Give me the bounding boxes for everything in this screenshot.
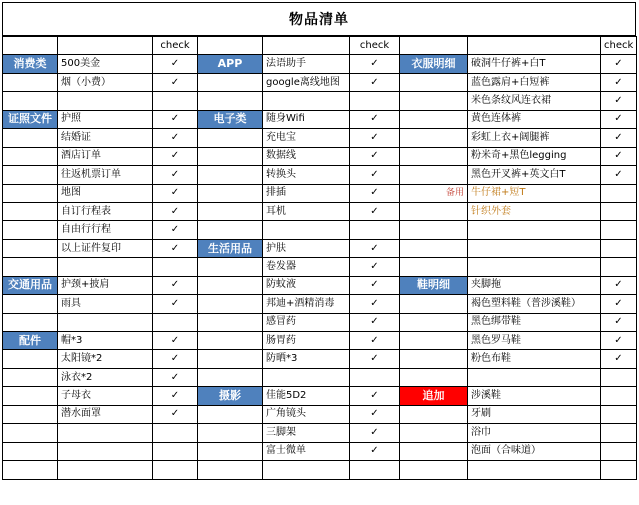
empty-cell xyxy=(468,221,601,239)
empty-cell xyxy=(468,258,601,276)
empty-cell xyxy=(468,37,601,55)
empty-cell xyxy=(198,258,263,276)
empty-cell xyxy=(3,129,58,147)
empty-cell xyxy=(400,258,468,276)
checklist-body xyxy=(3,37,637,480)
item-name: 子母衣 xyxy=(58,387,153,405)
empty-cell xyxy=(198,461,263,479)
table-row xyxy=(3,405,637,423)
item-name: 护照 xyxy=(58,110,153,128)
item-name: 浴巾 xyxy=(468,424,601,442)
empty-cell xyxy=(3,147,58,165)
check-cell[interactable] xyxy=(153,313,198,331)
check-mark-icon[interactable]: ✓ xyxy=(153,73,198,91)
item-name: 防蚊液 xyxy=(263,276,350,294)
empty-cell xyxy=(3,295,58,313)
check-mark-icon[interactable]: ✓ xyxy=(350,110,400,128)
item-name: 粉米奇+黑色legging xyxy=(468,147,601,165)
item-name: 泡面（合味道） xyxy=(468,442,601,460)
empty-cell xyxy=(3,92,58,110)
item-name: 排插 xyxy=(263,184,350,202)
item-name: 地图 xyxy=(58,184,153,202)
empty-cell xyxy=(3,166,58,184)
empty-cell xyxy=(400,461,468,479)
check-mark-icon[interactable]: ✓ xyxy=(153,166,198,184)
item-name: 黄色连体裤 xyxy=(468,110,601,128)
empty-cell xyxy=(58,461,153,479)
item-name: 转换头 xyxy=(263,166,350,184)
item-name: 蓝色露肩+白短裤 xyxy=(468,73,601,91)
empty-cell xyxy=(198,147,263,165)
check-mark-icon[interactable]: ✓ xyxy=(153,184,198,202)
item-name: 随身Wifi xyxy=(263,110,350,128)
item-name: 邦迪+酒精消毒 xyxy=(263,295,350,313)
page-title: 物品清单 xyxy=(289,12,349,28)
title-row xyxy=(2,2,636,36)
category-label: 生活用品 xyxy=(198,239,263,257)
empty-cell xyxy=(3,202,58,220)
table-row xyxy=(3,258,637,276)
check-cell[interactable] xyxy=(601,202,637,220)
check-mark-icon[interactable]: ✓ xyxy=(601,350,637,368)
check-column-header: check xyxy=(153,37,198,55)
empty-cell xyxy=(3,350,58,368)
item-name: 自订行程表 xyxy=(58,202,153,220)
check-mark-icon[interactable]: ✓ xyxy=(153,387,198,405)
check-cell[interactable] xyxy=(350,368,400,386)
table-row xyxy=(3,276,637,294)
table-row xyxy=(3,92,637,110)
item-name: 针织外套 xyxy=(468,202,601,220)
check-mark-icon[interactable]: ✓ xyxy=(601,55,637,73)
check-mark-icon[interactable]: ✓ xyxy=(350,258,400,276)
check-mark-icon[interactable]: ✓ xyxy=(601,313,637,331)
check-mark-icon[interactable]: ✓ xyxy=(350,276,400,294)
table-row xyxy=(3,442,637,460)
table-row xyxy=(3,387,637,405)
check-mark-icon[interactable]: ✓ xyxy=(601,73,637,91)
empty-cell xyxy=(198,37,263,55)
check-mark-icon[interactable]: ✓ xyxy=(350,129,400,147)
item-name: 牙刷 xyxy=(468,405,601,423)
check-cell[interactable] xyxy=(601,368,637,386)
check-mark-icon[interactable]: ✓ xyxy=(153,276,198,294)
check-cell[interactable] xyxy=(601,424,637,442)
empty-cell xyxy=(198,184,263,202)
check-mark-icon[interactable]: ✓ xyxy=(153,129,198,147)
item-name: 酒店订单 xyxy=(58,147,153,165)
category-label: 备用 xyxy=(400,184,468,202)
table-row xyxy=(3,166,637,184)
item-name: 结婚证 xyxy=(58,129,153,147)
empty-cell xyxy=(198,313,263,331)
table-row xyxy=(3,55,637,73)
check-mark-icon[interactable]: ✓ xyxy=(350,239,400,257)
item-name: 耳机 xyxy=(263,202,350,220)
category-label: 证照文件 xyxy=(3,110,58,128)
category-label: 摄影 xyxy=(198,387,263,405)
check-mark-icon[interactable]: ✓ xyxy=(153,350,198,368)
item-name: 雨具 xyxy=(58,295,153,313)
check-cell[interactable] xyxy=(350,92,400,110)
empty-cell xyxy=(400,313,468,331)
item-name: 500美金 xyxy=(58,55,153,73)
item-name: 粉色布鞋 xyxy=(468,350,601,368)
empty-cell xyxy=(3,424,58,442)
empty-cell xyxy=(400,295,468,313)
empty-cell xyxy=(3,221,58,239)
item-name: 以上证件复印 xyxy=(58,239,153,257)
item-name: 帽*3 xyxy=(58,332,153,350)
empty-cell xyxy=(3,37,58,55)
item-name: 潜水面罩 xyxy=(58,405,153,423)
category-label: APP xyxy=(198,55,263,73)
empty-cell xyxy=(198,92,263,110)
empty-cell xyxy=(263,221,350,239)
item-name: 黑色绑带鞋 xyxy=(468,313,601,331)
empty-cell xyxy=(400,442,468,460)
empty-cell xyxy=(400,332,468,350)
item-name: google离线地图 xyxy=(263,73,350,91)
table-row xyxy=(3,147,637,165)
check-mark-icon[interactable]: ✓ xyxy=(350,147,400,165)
check-mark-icon[interactable]: ✓ xyxy=(601,147,637,165)
check-cell[interactable] xyxy=(601,221,637,239)
table-row xyxy=(3,202,637,220)
item-name: 涉溪鞋 xyxy=(468,387,601,405)
check-mark-icon[interactable]: ✓ xyxy=(153,368,198,386)
empty-cell xyxy=(58,424,153,442)
empty-cell xyxy=(3,405,58,423)
check-cell[interactable] xyxy=(153,92,198,110)
item-name: 牛仔裙+短T xyxy=(468,184,601,202)
item-name: 感冒药 xyxy=(263,313,350,331)
check-cell[interactable] xyxy=(350,461,400,479)
table-row xyxy=(3,37,637,55)
check-mark-icon[interactable]: ✓ xyxy=(153,332,198,350)
check-mark-icon[interactable]: ✓ xyxy=(350,202,400,220)
empty-cell xyxy=(58,313,153,331)
table-row xyxy=(3,424,637,442)
empty-cell xyxy=(3,313,58,331)
check-mark-icon[interactable]: ✓ xyxy=(350,424,400,442)
item-name: 米色条纹风连衣裙 xyxy=(468,92,601,110)
table-row xyxy=(3,461,637,479)
empty-cell xyxy=(58,92,153,110)
check-mark-icon[interactable]: ✓ xyxy=(153,239,198,257)
item-name: 黑色罗马鞋 xyxy=(468,332,601,350)
check-mark-icon[interactable]: ✓ xyxy=(350,442,400,460)
empty-cell xyxy=(198,202,263,220)
check-mark-icon[interactable]: ✓ xyxy=(350,166,400,184)
empty-cell xyxy=(400,221,468,239)
item-name: 护颈+披肩 xyxy=(58,276,153,294)
check-mark-icon[interactable]: ✓ xyxy=(153,221,198,239)
empty-cell xyxy=(400,37,468,55)
item-name: 数据线 xyxy=(263,147,350,165)
check-mark-icon[interactable]: ✓ xyxy=(350,332,400,350)
check-cell[interactable] xyxy=(350,221,400,239)
check-cell[interactable] xyxy=(601,461,637,479)
empty-cell xyxy=(198,405,263,423)
empty-cell xyxy=(198,166,263,184)
empty-cell xyxy=(198,129,263,147)
category-label: 衣服明细 xyxy=(400,55,468,73)
empty-cell xyxy=(400,239,468,257)
table-row xyxy=(3,73,637,91)
table-row xyxy=(3,221,637,239)
check-cell[interactable] xyxy=(153,461,198,479)
empty-cell xyxy=(3,461,58,479)
empty-cell xyxy=(58,258,153,276)
empty-cell xyxy=(198,350,263,368)
check-mark-icon[interactable]: ✓ xyxy=(350,350,400,368)
check-mark-icon[interactable]: ✓ xyxy=(601,129,637,147)
item-name: 太阳镜*2 xyxy=(58,350,153,368)
check-column-header: check xyxy=(601,37,637,55)
checklist-table xyxy=(2,36,637,480)
empty-cell xyxy=(400,129,468,147)
empty-cell xyxy=(263,37,350,55)
empty-cell xyxy=(400,92,468,110)
table-row xyxy=(3,313,637,331)
check-mark-icon[interactable]: ✓ xyxy=(350,184,400,202)
check-mark-icon[interactable]: ✓ xyxy=(601,332,637,350)
item-name: 护肤 xyxy=(263,239,350,257)
check-mark-icon[interactable]: ✓ xyxy=(153,147,198,165)
item-name: 褐色塑料鞋（普涉溪鞋） xyxy=(468,295,601,313)
check-mark-icon[interactable]: ✓ xyxy=(601,92,637,110)
empty-cell xyxy=(400,424,468,442)
table-row xyxy=(3,110,637,128)
check-cell[interactable] xyxy=(153,442,198,460)
item-name: 往返机票订单 xyxy=(58,166,153,184)
check-mark-icon[interactable]: ✓ xyxy=(601,166,637,184)
empty-cell xyxy=(263,461,350,479)
check-mark-icon[interactable]: ✓ xyxy=(601,295,637,313)
empty-cell xyxy=(400,202,468,220)
category-label: 追加 xyxy=(400,387,468,405)
table-row xyxy=(3,129,637,147)
check-mark-icon[interactable]: ✓ xyxy=(601,276,637,294)
empty-cell xyxy=(3,73,58,91)
empty-cell xyxy=(198,295,263,313)
empty-cell xyxy=(3,368,58,386)
empty-cell xyxy=(400,350,468,368)
item-name: 自由行行程 xyxy=(58,221,153,239)
category-label: 配件 xyxy=(3,332,58,350)
empty-cell xyxy=(3,258,58,276)
check-cell[interactable] xyxy=(601,387,637,405)
table-row xyxy=(3,368,637,386)
empty-cell xyxy=(468,461,601,479)
item-name: 卷发器 xyxy=(263,258,350,276)
item-name: 黑色开叉裤+英文白T xyxy=(468,166,601,184)
empty-cell xyxy=(3,184,58,202)
empty-cell xyxy=(198,276,263,294)
check-mark-icon[interactable]: ✓ xyxy=(153,110,198,128)
empty-cell xyxy=(400,166,468,184)
check-mark-icon[interactable]: ✓ xyxy=(350,387,400,405)
item-name: 泳衣*2 xyxy=(58,368,153,386)
empty-cell xyxy=(263,92,350,110)
table-row xyxy=(3,184,637,202)
check-cell[interactable] xyxy=(601,405,637,423)
check-cell[interactable] xyxy=(153,424,198,442)
table-row xyxy=(3,239,637,257)
item-name: 防晒*3 xyxy=(263,350,350,368)
empty-cell xyxy=(3,442,58,460)
item-name: 广角镜头 xyxy=(263,405,350,423)
check-cell[interactable] xyxy=(601,184,637,202)
check-mark-icon[interactable]: ✓ xyxy=(153,55,198,73)
item-name: 肠胃药 xyxy=(263,332,350,350)
item-name: 烟（小费） xyxy=(58,73,153,91)
check-cell[interactable] xyxy=(601,258,637,276)
check-mark-icon[interactable]: ✓ xyxy=(153,405,198,423)
empty-cell xyxy=(400,405,468,423)
check-cell[interactable] xyxy=(153,258,198,276)
item-name: 法语助手 xyxy=(263,55,350,73)
item-name: 夹脚拖 xyxy=(468,276,601,294)
check-mark-icon[interactable]: ✓ xyxy=(350,295,400,313)
empty-cell xyxy=(468,239,601,257)
check-cell[interactable] xyxy=(601,239,637,257)
check-mark-icon[interactable]: ✓ xyxy=(350,405,400,423)
item-name: 充电宝 xyxy=(263,129,350,147)
empty-cell xyxy=(468,368,601,386)
check-mark-icon[interactable]: ✓ xyxy=(350,313,400,331)
empty-cell xyxy=(198,221,263,239)
item-name: 佳能5D2 xyxy=(263,387,350,405)
check-cell[interactable] xyxy=(601,442,637,460)
empty-cell xyxy=(400,368,468,386)
empty-cell xyxy=(198,73,263,91)
check-mark-icon[interactable]: ✓ xyxy=(350,73,400,91)
empty-cell xyxy=(3,239,58,257)
category-label: 消费类 xyxy=(3,55,58,73)
empty-cell xyxy=(58,37,153,55)
empty-cell xyxy=(198,424,263,442)
category-label: 电子类 xyxy=(198,110,263,128)
empty-cell xyxy=(3,387,58,405)
table-row xyxy=(3,295,637,313)
check-mark-icon[interactable]: ✓ xyxy=(153,295,198,313)
check-column-header: check xyxy=(350,37,400,55)
empty-cell xyxy=(400,147,468,165)
empty-cell xyxy=(198,332,263,350)
item-name: 三脚架 xyxy=(263,424,350,442)
check-mark-icon[interactable]: ✓ xyxy=(153,202,198,220)
empty-cell xyxy=(198,442,263,460)
empty-cell xyxy=(263,368,350,386)
item-name: 破洞牛仔裤+白T xyxy=(468,55,601,73)
check-mark-icon[interactable]: ✓ xyxy=(350,55,400,73)
category-label: 鞋明细 xyxy=(400,276,468,294)
category-label: 交通用品 xyxy=(3,276,58,294)
empty-cell xyxy=(400,110,468,128)
empty-cell xyxy=(58,442,153,460)
table-row xyxy=(3,332,637,350)
check-mark-icon[interactable]: ✓ xyxy=(601,110,637,128)
empty-cell xyxy=(400,73,468,91)
empty-cell xyxy=(198,368,263,386)
table-row xyxy=(3,350,637,368)
item-name: 富士微单 xyxy=(263,442,350,460)
item-name: 彩虹上衣+阔腿裤 xyxy=(468,129,601,147)
